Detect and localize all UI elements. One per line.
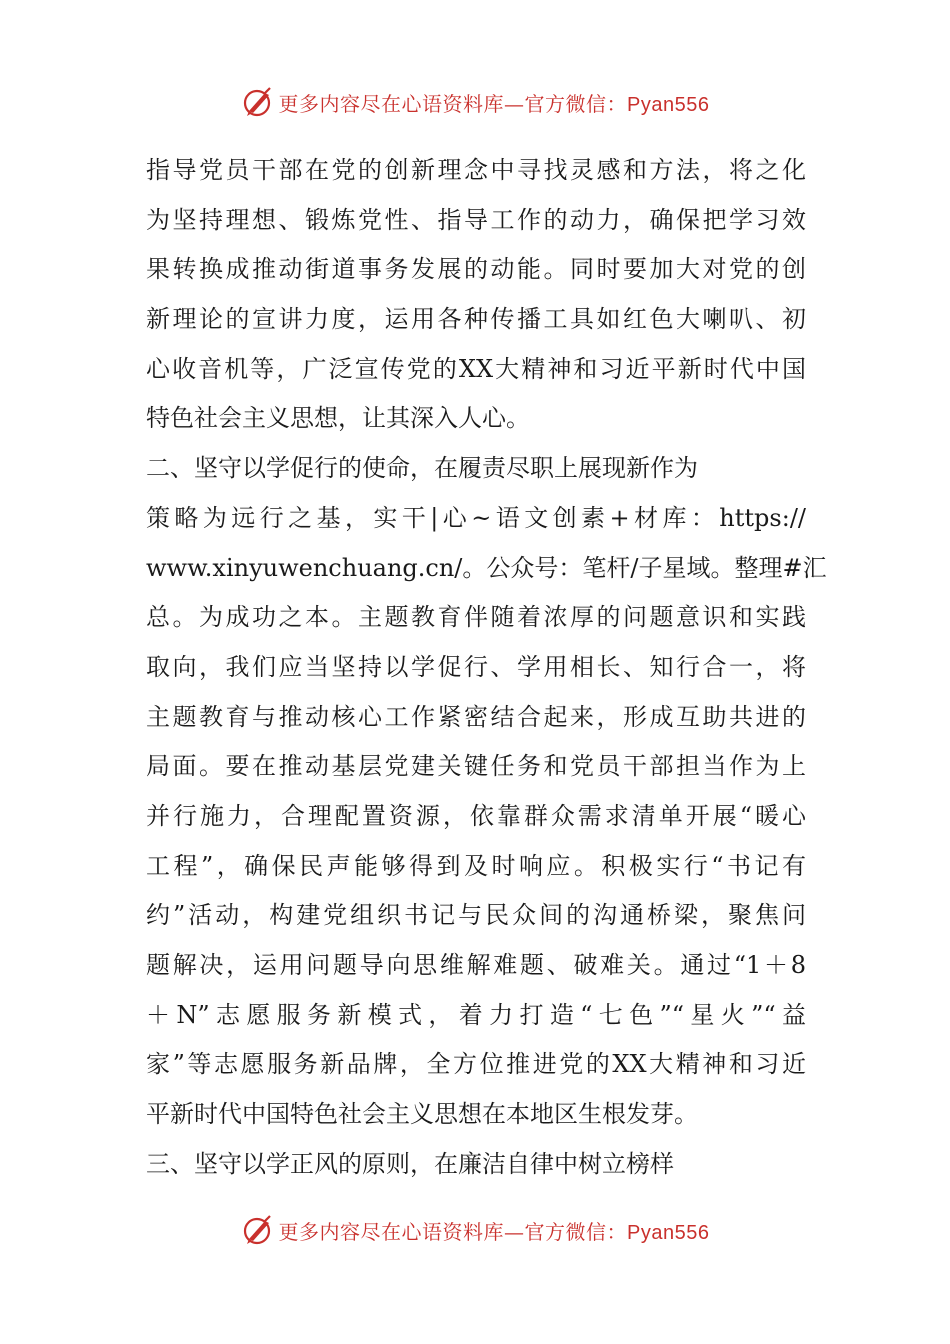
text-line: 心收音机等，广泛宣传党的XX大精神和习近平新时代中国 (146, 354, 806, 383)
pen-logo-icon (241, 85, 275, 119)
text-line: 平新时代中国特色社会主义思想在本地区生根发芽。 (146, 1100, 698, 1129)
document-body (146, 146, 827, 1189)
wechat-id: Pyan556 (627, 1221, 710, 1244)
text-line: 取向，我们应当坚持以学促行、学用相长、知行合一，将 (146, 652, 806, 681)
banner-text: 更多内容尽在心语资料库—官方微信：Pyan556 (278, 1219, 710, 1244)
text-line: 总。为成功之本。主题教育伴随着浓厚的问题意识和实践 (146, 603, 806, 632)
text-line: 新理论的宣讲力度，运用各种传播工具如红色大喇叭、初 (146, 305, 806, 334)
pen-logo-icon (241, 1213, 275, 1247)
section-heading: 二、坚守以学促行的使命，在履责尽职上展现新作为 (146, 454, 698, 483)
text-line: 约”活动，构建党组织书记与民众间的沟通桥梁，聚焦问 (146, 901, 806, 930)
text-line: 特色社会主义思想，让其深入人心。 (146, 404, 530, 433)
wechat-id: Pyan556 (627, 93, 710, 116)
footer-banner (0, 1210, 950, 1250)
header-banner (0, 82, 950, 122)
text-line: 工程”，确保民声能够得到及时响应。积极实行“书记有 (146, 851, 806, 880)
text-line: 指导党员干部在党的创新理念中寻找灵感和方法，将之化 (146, 156, 806, 184)
banner-text: 更多内容尽在心语资料库—官方微信：Pyan556 (278, 91, 710, 116)
text-line: 主题教育与推动核心工作紧密结合起来，形成互助共进的 (146, 702, 806, 731)
text-line: ＋N”志愿服务新模式，着力打造“七色”“星火”“益 (146, 1000, 806, 1029)
text-line: 并行施力，合理配置资源，依靠群众需求清单开展“暖心 (146, 801, 806, 830)
text-line: 为坚持理想、锻炼党性、指导工作的动力，确保把学习效 (146, 205, 806, 234)
text-line: 题解决，运用问题导向思维解难题、破难关。通过“1＋8 (146, 951, 806, 979)
text-line: 家”等志愿服务新品牌，全方位推进党的XX大精神和习近 (146, 1050, 806, 1079)
section-heading: 三、坚守以学正风的原则，在廉洁自律中树立榜样 (146, 1149, 674, 1178)
text-line: 果转换成推动街道事务发展的动能。同时要加大对党的创 (146, 255, 806, 284)
text-line: 局面。要在推动基层党建关键任务和党员干部担当作为上 (146, 752, 806, 781)
text-line: www.xinyuwenchuang.cn/。公众号：笔杆/子星域。整理#汇 (146, 553, 827, 582)
text-line: 策略为远行之基，实干|心~语文创素+材库：https:// (146, 503, 806, 532)
